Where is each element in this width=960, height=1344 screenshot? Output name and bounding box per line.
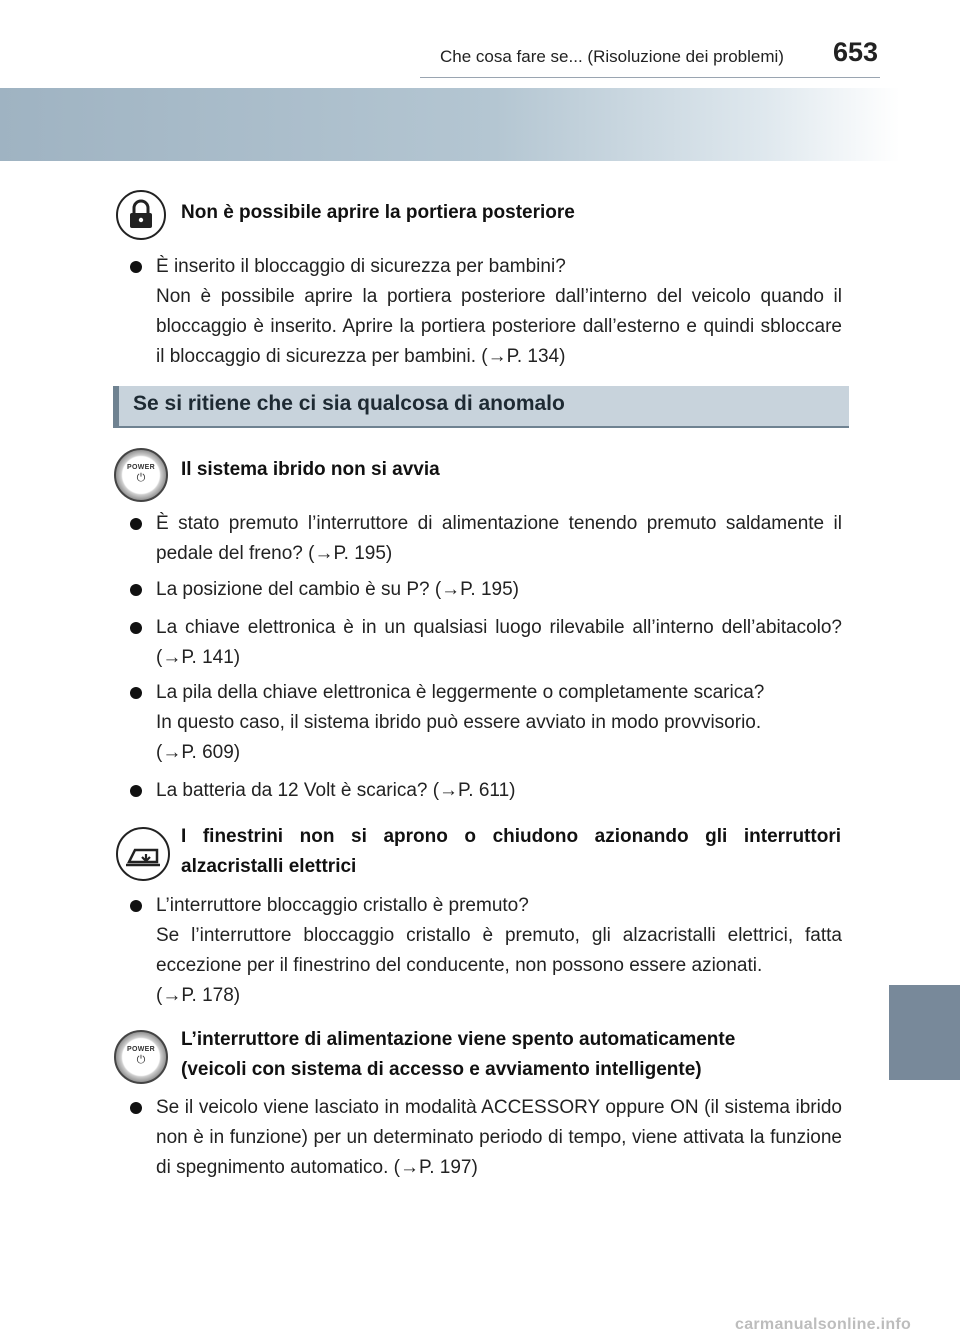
page-header [0,0,960,80]
heading-line: L’interruttore di alimentazione viene spento automaticamente [181,1029,736,1050]
bullet-icon [130,1102,142,1114]
heading-hybrid-no-start: Il sistema ibrido non si avvia [181,459,440,480]
bullet-icon [130,622,142,634]
bullet-window-lock [130,891,842,1015]
page-number: 653 [833,37,879,67]
bullet-line: La batteria da 12 Volt è scarica? (→P. 611) [156,780,516,801]
window-lock-icon [116,827,170,881]
bullet-icon [130,261,142,273]
bullet-line: La pila della chiave elettronica è leggermente o completamente scarica? [156,682,765,703]
bullet-icon [130,584,142,596]
bullet-key-battery [130,678,842,770]
bullet-key-location [130,613,842,673]
bullet-12v-battery [130,776,842,806]
watermark: carmanualsonline.info [735,1316,912,1333]
power-icon-label: POWER [127,464,155,471]
power-icon-label: POWER [127,1046,155,1053]
power-switch-icon [114,448,168,502]
header-divider [420,77,880,78]
chapter-side-tab [889,985,960,1080]
bullet-icon [130,900,142,912]
bullet-auto-off [130,1093,842,1185]
bullet-line: (→P. 609) [156,742,241,763]
heading-auto-power-off [181,1025,735,1085]
heading-rear-door: Non è possibile aprire la portiera posteriore [181,202,575,223]
power-symbol-icon: ⏻ [136,1054,146,1066]
bullet-explanation: Non è possibile aprire la portiera posteriore dall’interno del veicolo quando il bloccaggio è inserito. Aprire la portiera posteriore dall’esterno e quindi sbloccare il bloccaggio di sicurezza per bambini. (→P. 134) [156,286,842,367]
bullet-brake-pedal [130,509,842,569]
bullet-question: È inserito il bloccaggio di sicurezza per bambini? [156,256,566,277]
bullet-icon [130,687,142,699]
lock-icon [116,190,166,240]
bullet-line: Se l’interruttore bloccaggio cristallo è premuto, gli alzacristalli elettrici, fatta eccezione per il finestrino del conducente, non possono essere azionati. [156,925,842,976]
bullet-line: La chiave elettronica è in un qualsiasi luogo rilevabile all’interno dell’abitacolo? (→P. 141) [156,617,842,668]
chapter-title: Che cosa fare se... (Risoluzione dei problemi) [440,47,784,66]
bullet-icon [130,785,142,797]
power-switch-icon [114,1030,168,1084]
power-symbol-icon: ⏻ [136,472,146,484]
bullet-shift-position [130,575,842,605]
heading-line: (veicoli con sistema di accesso e avviamento intelligente) [181,1059,702,1080]
bullet-line: L’interruttore bloccaggio cristallo è premuto? [156,895,529,916]
bullet-icon [130,518,142,530]
bullet-child-lock [130,252,842,372]
bullet-line: (→P. 178) [156,985,241,1006]
section-bar [113,386,849,426]
section-title: Se si ritiene che ci sia qualcosa di anomalo [133,392,565,415]
section-divider [113,426,849,428]
chapter-banner [0,88,900,161]
bullet-line: Se il veicolo viene lasciato in modalità ACCESSORY oppure ON (il sistema ibrido non è in funzione) per un determinato periodo di tempo, viene attivata la funzione di spegnimento automatico. (→P. 197) [156,1097,842,1178]
bullet-line: È stato premuto l’interruttore di alimentazione tenendo premuto saldamente il pedale del freno? (→P. 195) [156,513,842,564]
bullet-line: In questo caso, il sistema ibrido può essere avviato in modo provvisorio. [156,712,762,733]
bullet-line: La posizione del cambio è su P? (→P. 195) [156,579,519,600]
heading-windows: I finestrini non si aprono o chiudono azionando gli interruttori alzacristalli elettrici [181,826,841,877]
